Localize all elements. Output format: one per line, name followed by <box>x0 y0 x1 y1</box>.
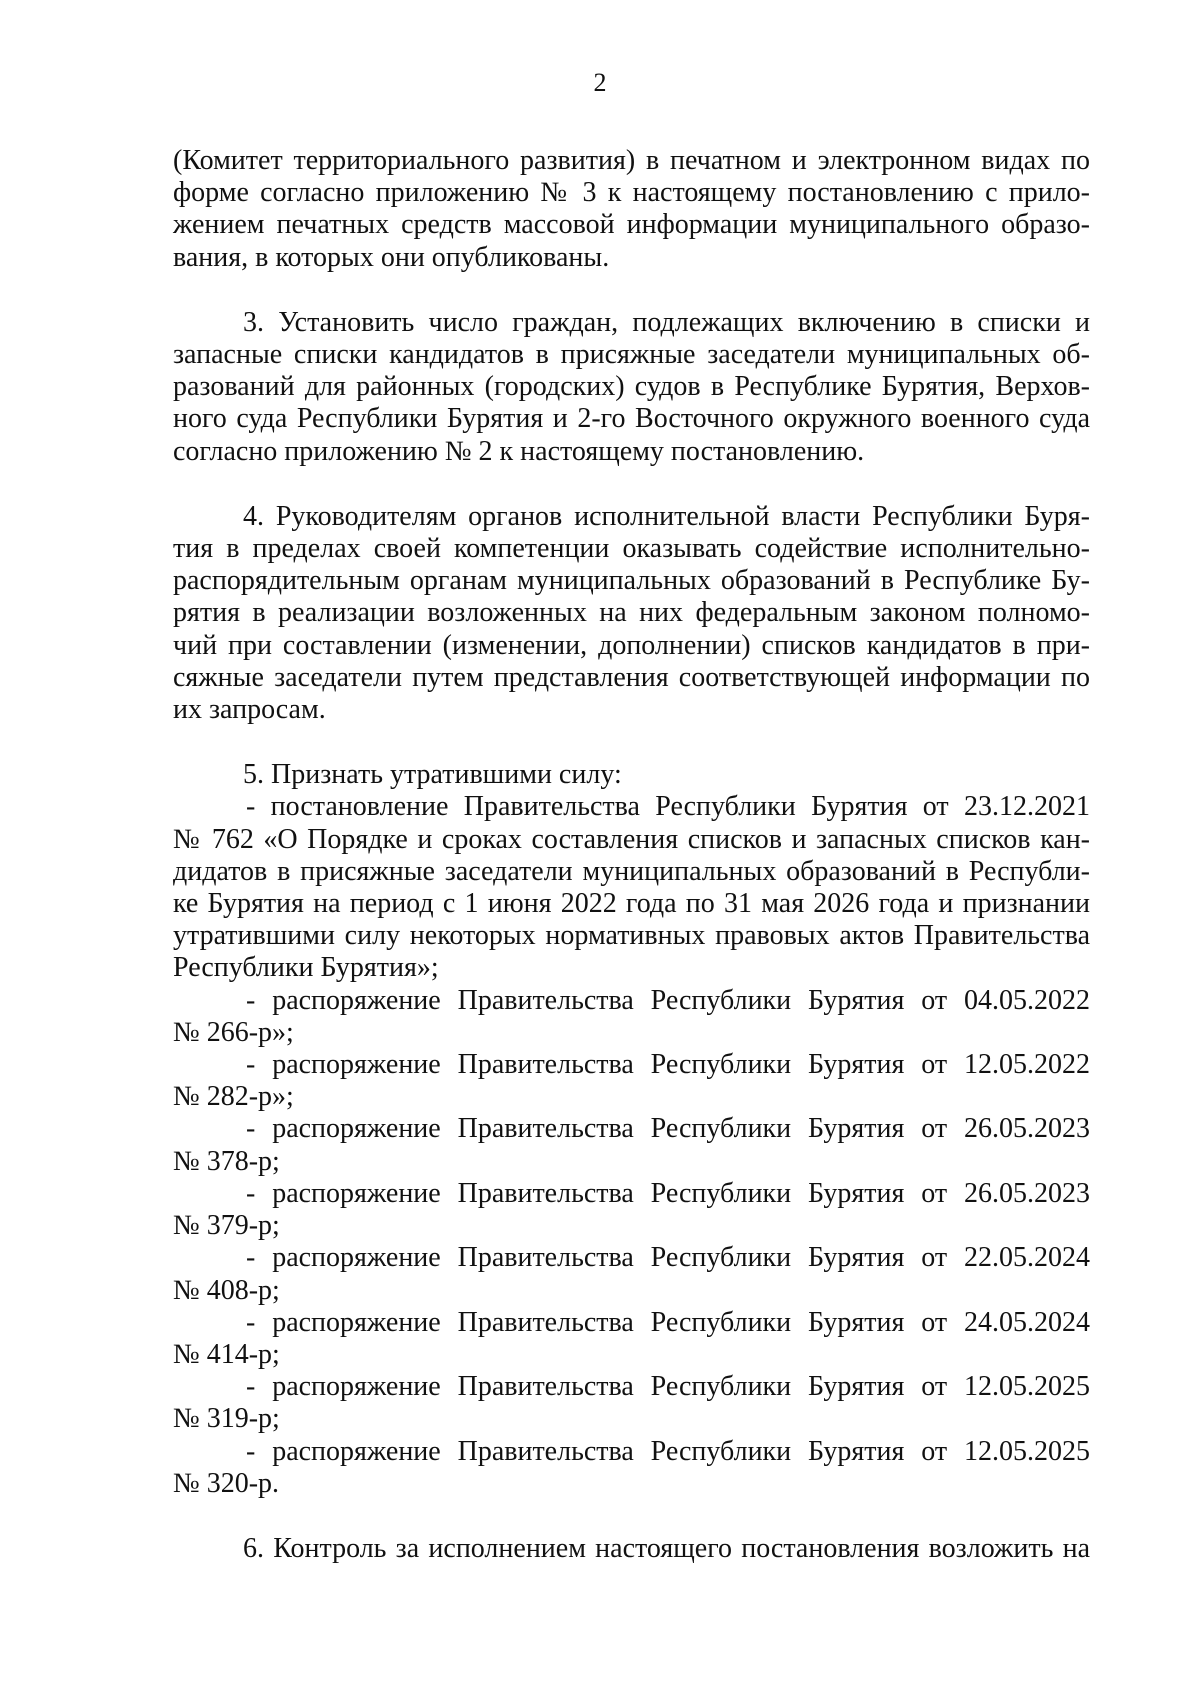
text-line: - распоряжение Правительства Республики Бурятия от 04.05.2022 <box>246 984 1090 1016</box>
paragraph-5 <box>173 759 1090 791</box>
list-item-order <box>173 985 1090 1049</box>
paragraph-3 <box>173 307 1090 468</box>
list-item-order <box>173 1113 1090 1177</box>
list-item-order <box>173 1242 1090 1306</box>
text-line: жением печатных средств массовой информации муниципального образо- <box>173 209 1090 241</box>
document-body <box>173 145 1090 1565</box>
list-item-resolution <box>173 791 1090 984</box>
text-line: Республики Бурятия»; <box>173 952 439 984</box>
text-line: вания, в которых они опубликованы. <box>173 241 610 273</box>
text-line: 3. Установить число граждан, подлежащих включению в списки и <box>243 306 1090 338</box>
text-line: 5. Признать утратившими силу: <box>243 759 622 791</box>
text-line: согласно приложению № 2 к настоящему постановлению. <box>173 435 865 467</box>
paragraph-4 <box>173 501 1090 726</box>
text-line: - постановление Правительства Республики Бурятия от 23.12.2021 <box>246 791 1090 823</box>
text-line: (Комитет территориального развития) в печатном и электронном видах по <box>173 145 1090 176</box>
text-line: - распоряжение Правительства Республики Бурятия от 12.05.2025 <box>246 1435 1090 1467</box>
list-item-order <box>173 1436 1090 1500</box>
text-line: № 282-р»; <box>173 1081 294 1113</box>
text-line: сяжные заседатели путем представления соответствующей информации по <box>173 661 1090 693</box>
text-line: № 266-р»; <box>173 1016 294 1048</box>
text-line: - распоряжение Правительства Республики Бурятия от 22.05.2024 <box>246 1242 1090 1274</box>
text-line: запасные списки кандидатов в присяжные заседатели муниципальных об- <box>173 339 1090 371</box>
text-line: рятия в реализации возложенных на них федеральным законом полномо- <box>173 597 1090 629</box>
list-item-order <box>173 1178 1090 1242</box>
text-line: - распоряжение Правительства Республики Бурятия от 12.05.2022 <box>246 1049 1090 1081</box>
paragraph-6 <box>173 1533 1090 1565</box>
text-line: - распоряжение Правительства Республики Бурятия от 26.05.2023 <box>246 1113 1090 1145</box>
text-line: № 320-р. <box>173 1467 280 1499</box>
text-line: их запросам. <box>173 694 326 726</box>
text-line: ного суда Республики Бурятия и 2-го Восточного окружного военного суда <box>173 403 1090 435</box>
text-line: 4. Руководителям органов исполнительной власти Республики Буря- <box>243 500 1090 532</box>
list-item-order <box>173 1049 1090 1113</box>
text-line: № 319-р; <box>173 1403 280 1435</box>
text-line: чий при составлении (изменении, дополнении) списков кандидатов в при- <box>173 629 1090 661</box>
list-item-order <box>173 1307 1090 1371</box>
text-line: 6. Контроль за исполнением настоящего постановления возложить на <box>243 1532 1090 1564</box>
text-line: - распоряжение Правительства Республики Бурятия от 24.05.2024 <box>246 1306 1090 1338</box>
text-line: разований для районных (городских) судов в Республике Бурятия, Верхов- <box>173 371 1090 403</box>
list-item-order <box>173 1371 1090 1435</box>
text-line: № 762 «О Порядке и сроках составления списков и запасных списков кан- <box>173 823 1090 855</box>
text-line: тия в пределах своей компетенции оказывать содействие исполнительно- <box>173 533 1090 565</box>
text-line: утратившими силу некоторых нормативных правовых актов Правительства <box>173 920 1090 952</box>
text-line: - распоряжение Правительства Республики Бурятия от 12.05.2025 <box>246 1371 1090 1403</box>
text-line: форме согласно приложению № 3 к настоящему постановлению с прило- <box>173 177 1090 209</box>
text-line: распорядительным органам муниципальных образований в Республике Бу- <box>173 565 1090 597</box>
page-number: 2 <box>593 68 607 97</box>
text-line: ке Бурятия на период с 1 июня 2022 года по 31 мая 2026 года и признании <box>173 888 1090 920</box>
text-line: № 414-р; <box>173 1338 280 1370</box>
text-line: № 408-р; <box>173 1274 280 1306</box>
text-line: дидатов в присяжные заседатели муниципальных образований в Республи- <box>173 855 1090 887</box>
text-line: - распоряжение Правительства Республики Бурятия от 26.05.2023 <box>246 1177 1090 1209</box>
paragraph-continuation <box>173 145 1090 274</box>
text-line: № 378-р; <box>173 1145 280 1177</box>
text-line: № 379-р; <box>173 1210 280 1242</box>
